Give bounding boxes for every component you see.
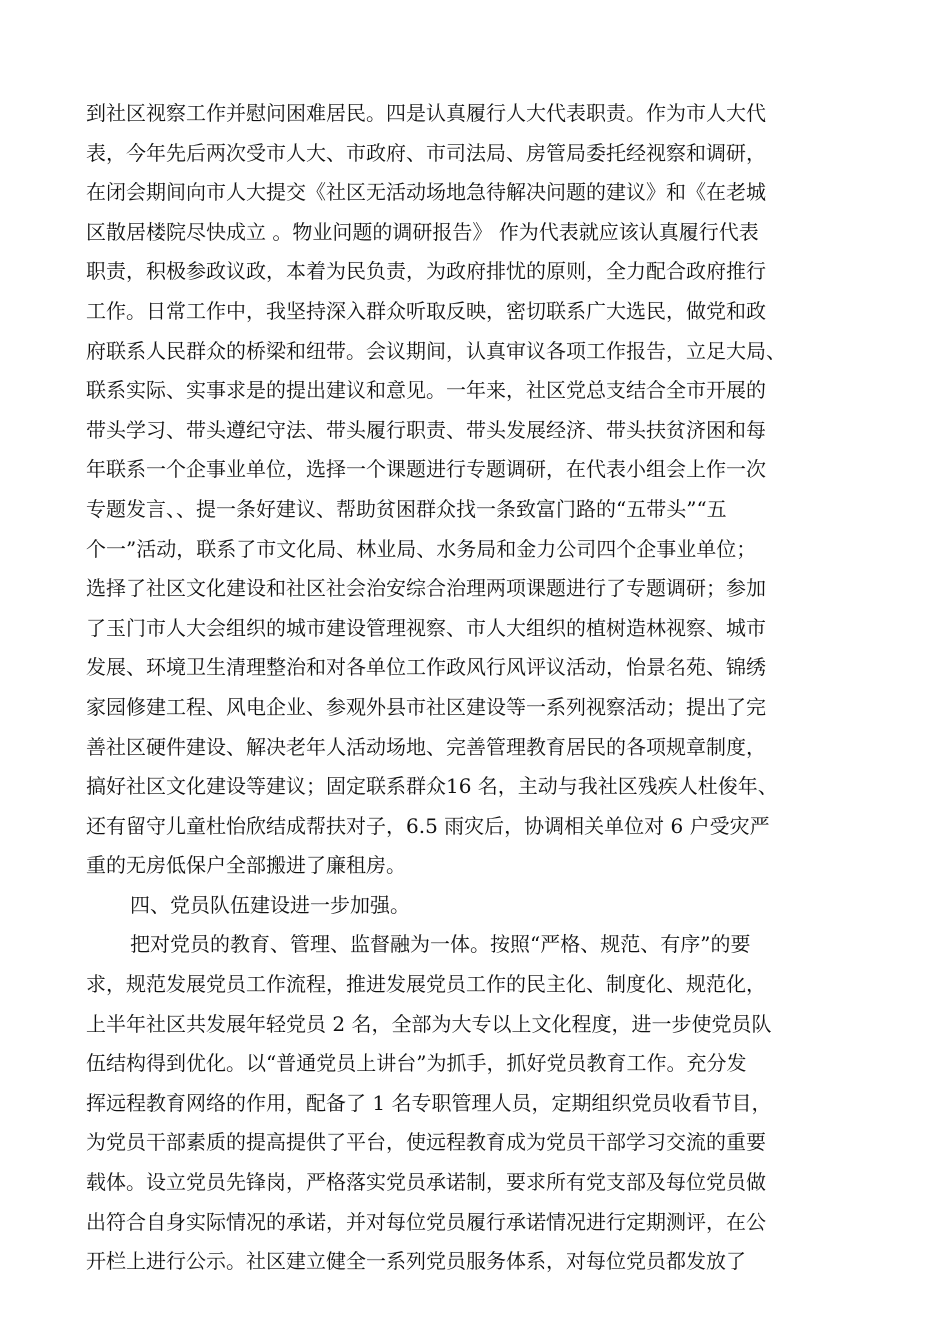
text-line: 上半年社区共发展年轻党员 2 名，全部为大专以上文化程度，进一步使党员队 [86,1011,772,1036]
text-line: 开栏上进行公示。社区建立健全一系列党员服务体系，对每位党员都发放了 [86,1249,746,1274]
body-text [86,94,886,1282]
text-line: 家园修建工程、风电企业、参观外县市社区建设等一系列视察活动；提出了完 [86,694,766,719]
text-line: 伍结构得到优化。以“普通党员上讲台”为抓手，抓好党员教育工作。充分发 [86,1051,747,1076]
text-line: 工作。日常工作中，我坚持深入群众听取反映，密切联系广大选民，做党和政 [86,298,766,323]
text-line: 到社区视察工作并慰问困难居民。四是认真履行人大代表职责。作为市人大代 [86,101,766,125]
text-line: 在闭会期间向市人大提交《社区无活动场地急待解决问题的建议》和《在老城 [86,180,766,205]
text-line: 选择了社区文化建设和社区社会治安综合治理两项课题进行了专题调研；参加 [86,576,766,601]
text-line: 联系实际、实事求是的提出建议和意见。一年来，社区党总支结合全市开展的 [86,378,766,403]
text-line: 还有留守儿童杜怡欣结成帮扶对子，6.5 雨灾后，协调相关单位对 6 户受灾严 [86,813,770,838]
text-line: 个一”活动，联系了市文化局、林业局、水务局和金力公司四个企事业单位； [86,536,757,561]
text-line: 重的无房低保户全部搬进了廉租房。 [86,853,406,878]
text-line: 带头学习、带头遵纪守法、带头履行职责、带头发展经济、带头扶贫济困和每 [86,417,766,442]
text-line: 为党员干部素质的提高提供了平台，使远程教育成为党员干部学习交流的重要 [86,1130,766,1155]
text-line: 载体。设立党员先锋岗，严格落实党员承诺制，要求所有党支部及每位党员做 [86,1170,766,1195]
paragraph-start-line: 把对党员的教育、管理、监督融为一体。按照“严格、规范、有序”的要 [130,932,751,957]
text-line: 区散居楼院尽快成立 。物业问题的调研报告》 作为代表就应该认真履行代表 [86,219,759,244]
text-line: 了玉门市人大会组织的城市建设管理视察、市人大组织的植树造林视察、城市 [86,615,766,640]
text-line: 善社区硬件建设、解决老年人活动场地、完善管理教育居民的各项规章制度， [86,734,766,759]
text-line: 搞好社区文化建设等建议；固定联系群众16 名，主动与我社区残疾人杜俊年、 [86,774,778,799]
text-line: 挥远程教育网络的作用，配备了 1 名专职管理人员，定期组织党员收看节目， [86,1090,772,1115]
section-heading: 四、党员队伍建设进一步加强。 [130,892,410,917]
text-line: 年联系一个企事业单位，选择一个课题进行专题调研，在代表小组会上作一次 [86,457,766,482]
text-line: 表，今年先后两次受市人大、市政府、市司法局、房管局委托经视察和调研， [86,140,766,165]
text-line: 发展、环境卫生清理整治和对各单位工作政风行风评议活动，怡景名苑、锦绣 [86,655,766,680]
text-line: 出符合自身实际情况的承诺，并对每位党员履行承诺情况进行定期测评，在公 [86,1209,766,1234]
text-line: 专题发言、、提一条好建议、帮助贫困群众找一条致富门路的“五带头”“五 [86,496,727,521]
text-line: 府联系人民群众的桥梁和纽带。会议期间，认真审议各项工作报告，立足大局、 [86,338,786,363]
text-line: 求，规范发展党员工作流程，推进发展党员工作的民主化、制度化、规范化， [86,972,766,997]
text-line: 职责，积极参政议政，本着为民负责，为政府排忧的原则，全力配合政府推行 [86,259,766,284]
